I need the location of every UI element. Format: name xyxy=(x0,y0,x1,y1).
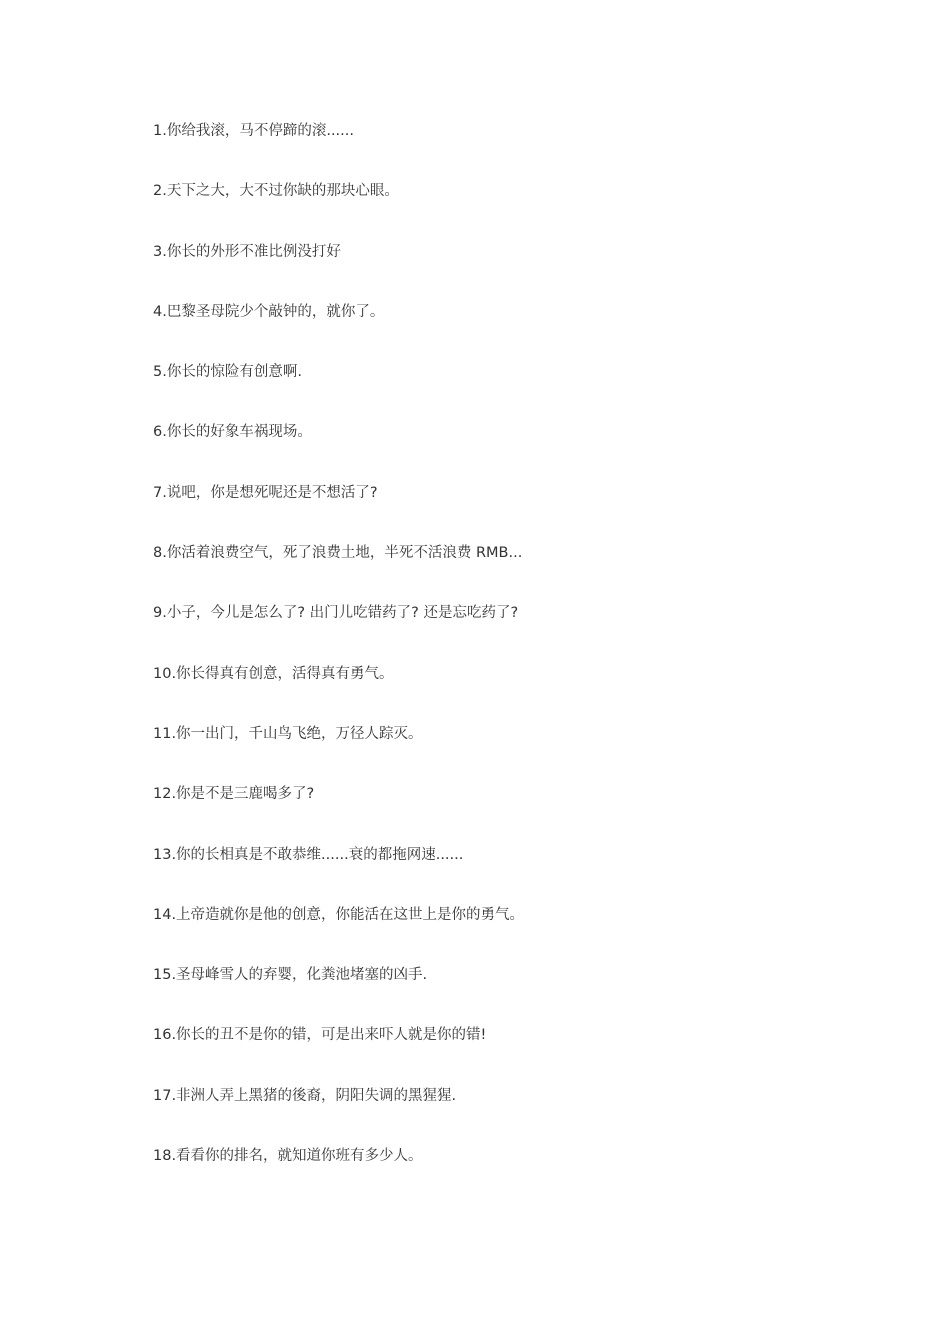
text-line: 13.你的长相真是不敢恭维......衰的都拖网速...... xyxy=(153,846,464,863)
text-line: 18.看看你的排名，就知道你班有多少人。 xyxy=(153,1148,423,1165)
text-line: 4.巴黎圣母院少个敲钟的，就你了。 xyxy=(153,303,385,320)
text-line: 10.你长得真有创意，活得真有勇气。 xyxy=(153,665,394,682)
text-line: 3.你长的外形不准比例没打好 xyxy=(153,243,341,260)
text-line: 7.说吧，你是想死呢还是不想活了? xyxy=(153,484,378,501)
text-line: 6.你长的好象车祸现场。 xyxy=(153,424,312,441)
text-line: 1.你给我滚，马不停蹄的滚...... xyxy=(153,123,354,139)
text-line: 8.你活着浪费空气，死了浪费土地，半死不活浪费 RMB... xyxy=(153,545,523,562)
text-line: 14.上帝造就你是他的创意，你能活在这世上是你的勇气。 xyxy=(153,906,525,923)
text-line: 11.你一出门，千山鸟飞绝，万径人踪灭。 xyxy=(153,725,423,742)
text-line: 16.你长的丑不是你的错，可是出来吓人就是你的错! xyxy=(153,1027,487,1044)
text-line: 2.天下之大，大不过你缺的那块心眼。 xyxy=(153,183,399,200)
text-line: 5.你长的惊险有创意啊. xyxy=(153,364,302,381)
text-line: 17.非洲人弄上黑猪的後裔，阴阳失调的黑猩猩. xyxy=(153,1087,457,1104)
text-line: 12.你是不是三鹿喝多了? xyxy=(153,786,315,803)
text-line: 9.小子，今儿是怎么了? 出门儿吃错药了? 还是忘吃药了? xyxy=(153,605,519,622)
text-line: 15.圣母峰雪人的弃婴，化粪池堵塞的凶手. xyxy=(153,967,428,984)
text-line-list xyxy=(153,119,873,1204)
